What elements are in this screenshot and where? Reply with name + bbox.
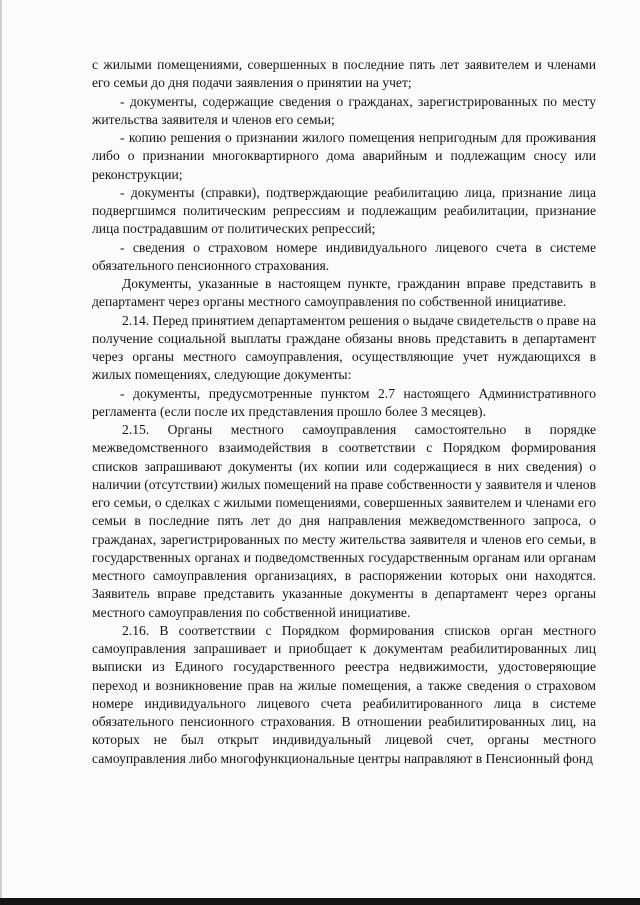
list-item-insurance-number: - сведения о страховом номере индивидуального лицевого счета в системе обязательного пенсионного страхования. bbox=[92, 239, 596, 273]
list-item-housing-unfit-decision: - копию решения о признании жилого помещения непригодным для проживания либо о признании многоквартирного дома аварийным и подлежащим сносу или реконструкции; bbox=[92, 130, 596, 182]
list-item-registered-citizens: - документы, содержащие сведения о гражданах, зарегистрированных по месту жительства заявителя и членов его семьи; bbox=[92, 93, 596, 127]
paragraph-2-16: 2.16. В соответствии с Порядком формирования списков орган местного самоуправления запрашивает и приобщает к документам реабилитированных лиц выписки из Единого государственного реестра недвижимости, удостоверяющие переход и возникновение прав на жилые помещения, а также сведения о страховом номере индивидуального лицевого счета реабилитированного лица в системе обязательного пенсионного страхования. В отношении реабилитированных лиц, на которых не был открыт индивидуальный лицевой счет, органы местного самоуправления либо многофункциональные центры направляют в Пенсионный фонд bbox=[92, 622, 596, 766]
document-body bbox=[92, 56, 596, 768]
list-item-rehabilitation-documents: - документы (справки), подтверждающие реабилитацию лица, признание лица подвергшимся политическим репрессиям и подлежащим реабилитации, признание лица пострадавшим от политических репрессий; bbox=[92, 184, 596, 237]
paragraph-own-initiative: Документы, указанные в настоящем пункте, гражданин вправе представить в департамент через органы местного самоуправления по собственной инициативе. bbox=[92, 276, 596, 310]
scan-edge-bottom bbox=[0, 898, 640, 905]
scan-edge-left bbox=[0, 0, 2, 905]
paragraph-2-15: 2.15. Органы местного самоуправления самостоятельно в порядке межведомственного взаимодействия в соответствии с Порядком формирования списков запрашивают документы (их копии или содержащиеся в них сведения) о наличии (отсутствии) жилых помещений на праве собственности у заявителя и членов его семьи, о сделках с жилыми помещениями, совершенных заявителем и членами его семьи в последние пять лет до дня направления межведомственного запроса, о гражданах, зарегистрированных по месту жительства заявителя и членов его семьи, в государственных органах и подведомственных государственным органам или органам местного самоуправления организациях, в распоряжении которых они находятся. Заявитель вправе представить указанные документы в департамент через органы местного самоуправления по собственной инициативе. bbox=[92, 422, 596, 620]
paragraph-continuation: с жилыми помещениями, совершенных в последние пять лет заявителем и членами его семьи до дня подачи заявления о принятии на учет; bbox=[92, 57, 596, 91]
paragraph-2-14: 2.14. Перед принятием департаментом решения о выдаче свидетельств о праве на получение социальной выплаты граждане обязаны вновь представить в департамент через органы местного самоуправления, осуществляющие учет нуждающихся в жилых помещениях, следующие документы: bbox=[92, 312, 596, 383]
list-item-documents-2-7: - документы, предусмотренные пунктом 2.7 настоящего Административного регламента (если после их представления прошло более 3 месяцев). bbox=[92, 385, 596, 419]
